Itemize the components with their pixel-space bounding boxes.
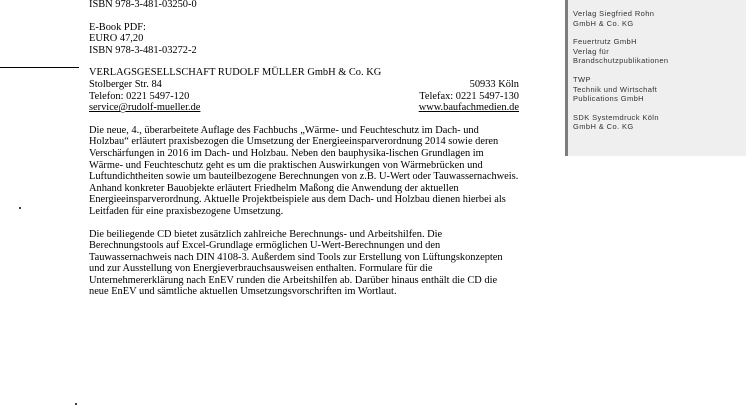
sidebar-line: Verlag für — [573, 46, 610, 56]
sidebar-line: Brandschutzpublikationen — [573, 56, 669, 66]
links-row — [89, 102, 519, 114]
ebook-label: E-Book PDF: — [89, 21, 146, 33]
publisher-fax: Telefax: 0221 5497-130 — [419, 90, 519, 102]
sidebar-line: Publications GmbH — [573, 94, 644, 104]
description-paragraph: Die beiliegende CD bietet zusätzlich zahlreiche Berechnungs- und Arbeitshilfen. Die Berechnungstools auf Excel-Grundlage ermöglichen U-Wert-Berechnungen und den Tauwassernachweis nach DIN 4108-3. Außerdem sind Tools zur Erstellung von Lüftungskonzepten und zur Ausstellung von Energieverbrauchsausweisen enthalten. Formulare für die Unternehmererklärung nach EnEV runden die Arbeitshilfen ab. Darüber hinaus enthält die CD die neue EnEV und sämtliche aktuellen Umsetzungsvorschriften im Wortlaut. — [89, 228, 503, 298]
ebook-price: EURO 47,20 — [89, 33, 144, 45]
sidebar-line: GmbH & Co. KG — [573, 122, 634, 132]
sidebar-line: TWP — [573, 74, 591, 84]
sidebar-line: Feuertrutz GmbH — [573, 37, 637, 47]
book-info-column — [89, 0, 519, 298]
sidebar-group-twp — [573, 75, 669, 104]
publisher-group-sidebar — [565, 0, 746, 156]
sidebar-line: GmbH & Co. KG — [573, 18, 634, 28]
publisher-city: 50933 Köln — [469, 78, 519, 90]
margin-rule — [0, 67, 79, 68]
sidebar-line: SDK Systemdruck Köln — [573, 112, 659, 122]
address-row — [89, 79, 519, 91]
margin-bullet — [75, 403, 77, 405]
sidebar-group-rohn — [573, 9, 669, 28]
publisher-phone: Telefon: 0221 5497-120 — [89, 90, 190, 102]
isbn-ebook: ISBN 978-3-481-03272-2 — [89, 44, 197, 56]
margin-bullet — [19, 207, 21, 209]
sidebar-accent-bar — [565, 0, 568, 156]
website-link[interactable]: www.baufachmedien.de — [418, 102, 519, 114]
sidebar-line: Verlag Siegfried Rohn — [573, 9, 655, 18]
sidebar-group-feuertrutz — [573, 37, 669, 66]
contact-row — [89, 91, 519, 103]
publisher-name: VERLAGSGESELLSCHAFT RUDOLF MÜLLER GmbH & Co. KG — [89, 67, 382, 79]
publisher-street: Stolberger Str. 84 — [89, 78, 162, 90]
sidebar-line: Technik und Wirtschaft — [573, 84, 658, 94]
isbn-print: ISBN 978-3-481-03250-0 — [89, 0, 197, 10]
description-paragraph: Die neue, 4., überarbeitete Auflage des Fachbuchs „Wärme- und Feuchteschutz im Dach- und Holzbau“ erläutert praxisbezogen die Umsetzung der Energieeinsparverordnung 2014 sowie deren Verschärfungen in 2016 im Dach- und Holzbau. Neben den bauphysika-lischen Grundlagen im Wärme- und Feuchteschutz geht es um die praktischen Auswirkungen von Wärmebrücken und Luftundichtheiten sowie um bauteilbezogene Berechnungen von z.B. U-Wert oder Tauwassernachweis. Anhand konkreter Bauobjekte erläutert Friedhelm Maßong die Anwendung der aktuellen Energieeinsparverordnung. Aktuelle Projektbeispiele aus dem Dach- und Holzbau dienen hierbei als Leitfaden für eine praxisbezogene Umsetzung. — [89, 124, 519, 217]
email-link[interactable]: service@rudolf-mueller.de — [89, 102, 201, 114]
sidebar-group-sdk — [573, 113, 669, 132]
